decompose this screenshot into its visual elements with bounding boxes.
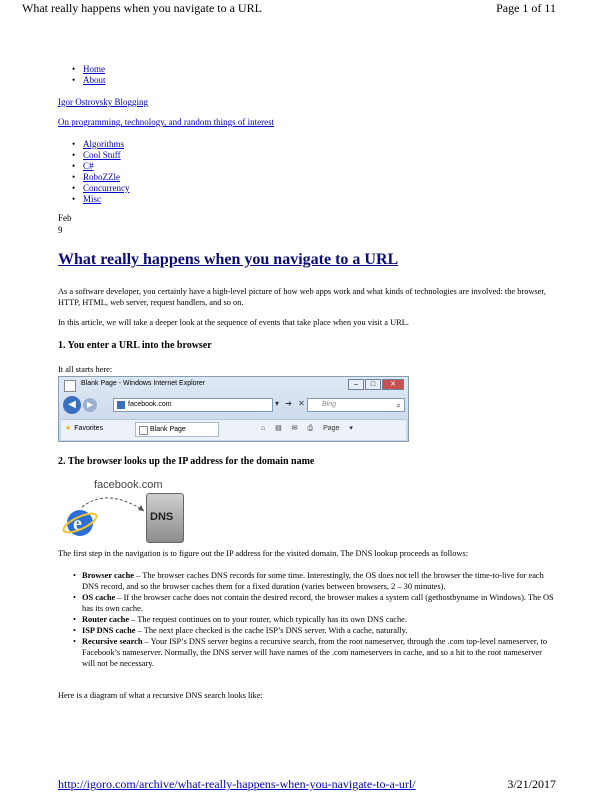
maximize-icon: □ [365,379,381,390]
window-controls [348,379,404,390]
dns-illustration [58,477,188,543]
page-menu-label: Page ▾ [323,425,353,432]
back-arrow-icon: ◀ [63,396,81,414]
dns-server-label: DNS [150,511,174,523]
dns-steps-list [58,570,554,669]
browser-tab-row [61,419,406,440]
list-item: • Recursive search – Your ISP’s DNS server begins a recursive search, from the root nameserver, through the .com top-level nameserver, to Facebook’s nameserver. Normally, the DNS server will have names of the .com nameservers in cache, and so a hit to the root nameserver will not be necessary. [58,636,554,669]
list-item: • OS cache – If the browser cache does not contain the desired record, the browser makes a system call (gethostbyname in Windows). The OS has its own cache. [58,592,554,614]
close-icon: ✕ [382,379,404,390]
step1-text: It all starts here: [58,365,113,374]
search-box [307,398,405,412]
search-box-placeholder: Bing [322,401,337,408]
browser-navbar [61,395,406,417]
minimize-icon: – [348,379,364,390]
refresh-stop-icons: ▾ ➔ ✕ [275,399,307,408]
browser-titlebar [59,377,408,393]
site-tagline-link[interactable]: On programming, technology, and random things of interest [58,117,275,127]
category-item-robozzle[interactable]: • RoboZZle [72,172,129,183]
tab-page-icon [139,426,148,435]
category-item-algorithms[interactable]: • Algorithms [72,139,129,150]
step1-heading: 1. You enter a URL into the browser [58,340,212,351]
category-item-cool-stuff[interactable]: • Cool Stuff [72,150,129,161]
print-footer-date: 3/21/2017 [507,777,556,791]
search-icon: ⌕ [396,401,401,410]
address-bar [113,398,273,412]
page-icon [64,380,76,392]
svg-text:e: e [73,513,82,535]
step2-text: The first step in the navigation is to figure out the IP address for the visited domain. The DNS lookup proceeds as follows: [58,549,469,558]
browser-tab [135,422,219,437]
post-date-month: Feb [58,213,72,223]
step2-heading: 2. The browser looks up the IP address for the domain name [58,456,315,467]
list-item: • Router cache – The request continues on to your router, which typically has its own DNS cache. [58,614,554,625]
intro-paragraph-2: In this article, we will take a deeper look at the sequence of events that take place when you visit a URL. [58,318,409,327]
top-nav [72,64,106,86]
browser-window-title: Blank Page - Windows Internet Explorer [81,380,206,387]
nav-item-home[interactable]: • Home [72,64,106,75]
print-header-page: Page 1 of 11 [496,1,556,15]
forward-arrow-icon: ▶ [83,398,97,412]
browser-screenshot [58,376,409,442]
nav-item-about[interactable]: • About [72,75,106,86]
category-item-csharp[interactable]: • C# [72,161,129,172]
post-date-day: 9 [58,225,63,235]
dns-image-domain-text: facebook.com [94,479,163,491]
category-item-misc[interactable]: • Misc [72,194,129,205]
site-name-link[interactable]: Igor Ostrovsky Blogging [58,97,148,107]
print-footer-url[interactable]: http://igoro.com/archive/what-really-happens-when-you-navigate-to-a-url/ [58,777,416,791]
intro-paragraph-1: As a software developer, you certainly have a high-level picture of how web apps work and what kinds of technologies are involved: the browser, HTTP, HTML, web server, request handlers, and so on. [58,287,546,307]
list-item: • Browser cache – The browser caches DNS records for some time. Interestingly, the OS does not tell the browser the time-to-live for each DNS record, and so the browser caches them for a fixed duration (varies between browsers, 2 – 30 minutes). [58,570,554,592]
diagram-intro-text: Here is a diagram of what a recursive DNS search looks like: [58,691,263,700]
ie-logo-icon [117,401,125,409]
category-nav [72,139,129,205]
list-item: • ISP DNS cache – The next place checked is the cache ISP’s DNS server. With a cache, naturally. [58,625,554,636]
browser-tab-label: Blank Page [150,426,186,433]
favorites-label: ★ Favorites [65,424,103,432]
article-title-link[interactable]: What really happens when you navigate to a URL [58,251,399,268]
command-bar: ⌂ ▤ ✉ ⎙ Page ▾ [261,425,353,432]
address-bar-value: facebook.com [128,401,172,408]
print-header-title: What really happens when you navigate to a URL [22,1,262,15]
category-item-concurrency[interactable]: • Concurrency [72,183,129,194]
